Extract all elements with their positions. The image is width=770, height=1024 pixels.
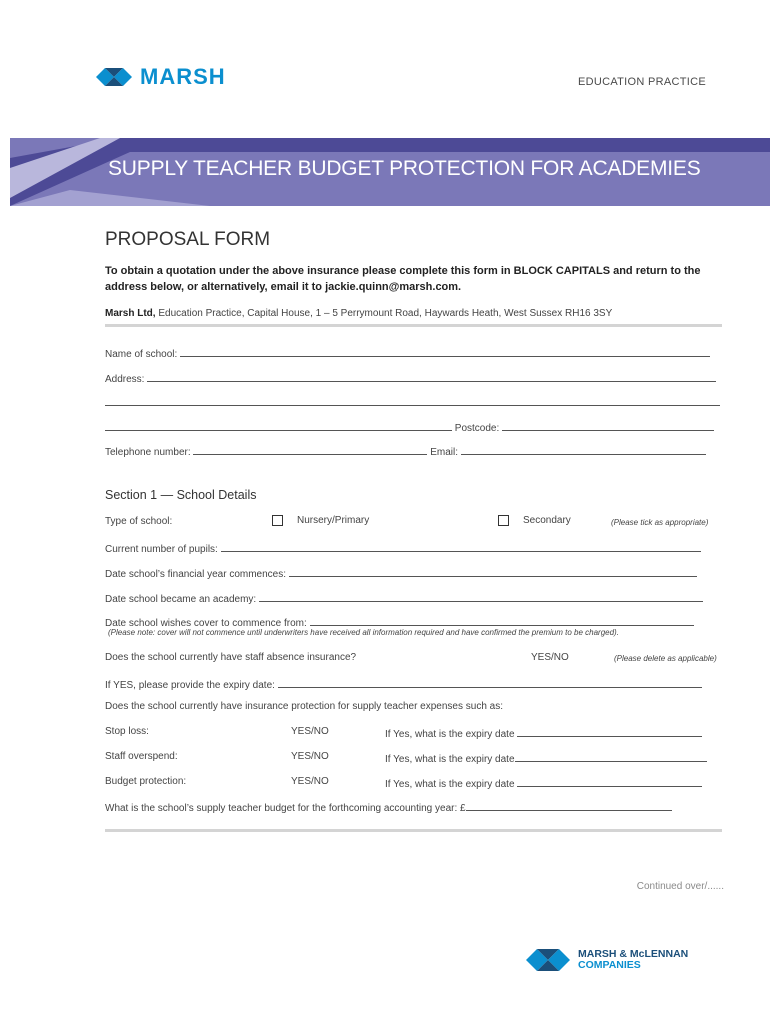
address-text: Education Practice, Capital House, 1 – 5 Perrymount Road, Haywards Heath, West Sussex RH16 3SY [155,308,613,319]
postcode-row [105,420,714,434]
secondary-checkbox[interactable] [498,515,509,526]
mmc-line-2: COMPANIES [578,959,641,971]
email-field[interactable] [461,444,706,455]
name-field[interactable] [180,346,710,357]
address-row [105,371,716,385]
practice-label: EDUCATION PRACTICE [577,76,706,88]
absence-note: (Please delete as applicable) [614,654,717,663]
staff-overspend-expiry-row [385,751,707,765]
page-title: PROPOSAL FORM [105,229,271,250]
address-label: Address: [105,374,145,385]
continued-note: Continued over/...... [636,881,724,892]
divider [105,324,722,327]
expiry-row [105,677,702,691]
name-label: Name of school: [105,349,178,360]
option-nursery[interactable] [272,515,369,526]
budget-protection-answer[interactable]: YES/NO [291,776,329,787]
expiry-field[interactable] [278,677,702,688]
section-1-title: Section 1 — School Details [105,488,257,502]
cover-note: (Please note: cover will not commence until underwriters have received all information required and have confirmed the premium to be charged). [108,628,619,637]
address-row-2 [105,395,720,409]
financial-year-field[interactable] [289,566,697,577]
address-field-3[interactable] [105,420,452,431]
budget-protection-label: Budget protection: [105,776,187,787]
telephone-label: Telephone number: [105,447,191,458]
mmc-logo [526,946,688,974]
nursery-label: Nursery/Primary [297,515,370,527]
financial-year-label: Date school’s financial year commences: [105,569,287,580]
mmc-line-1: MARSH & McLENNAN [578,948,689,960]
budget-protection-expiry-label: If Yes, what is the expiry date [385,779,515,790]
cover-date-label: Date school wishes cover to commence from: [105,618,307,629]
stop-loss-expiry-row [385,726,702,740]
marsh-logo-icon [96,66,132,88]
address-field-2[interactable] [105,395,720,406]
type-label: Type of school: [105,516,173,527]
title-banner [10,138,770,206]
marsh-logo [96,64,226,90]
type-note: (Please tick as appropriate) [611,518,709,527]
nursery-checkbox[interactable] [272,515,283,526]
logo-text: MARSH [140,64,226,89]
staff-overspend-expiry-field[interactable] [515,751,707,762]
telephone-field[interactable] [193,444,427,455]
staff-overspend-expiry-label: If Yes, what is the expiry date [385,754,515,765]
banner-title: SUPPLY TEACHER BUDGET PROTECTION FOR ACADEMIES [108,157,701,180]
cover-date-field[interactable] [310,615,694,626]
staff-overspend-answer[interactable]: YES/NO [291,751,329,762]
protection-question: Does the school currently have insurance protection for supply teacher expenses such as: [105,701,503,712]
address-field-1[interactable] [147,371,716,382]
absence-answer[interactable]: YES/NO [531,652,569,663]
secondary-label: Secondary [523,515,571,527]
cover-date-row [105,615,694,629]
budget-protection-expiry-field[interactable] [517,776,702,787]
expiry-label: If YES, please provide the expiry date: [105,680,275,691]
stop-loss-answer[interactable]: YES/NO [291,726,329,737]
financial-year-row [105,566,697,580]
absence-question: Does the school currently have staff absence insurance? [105,652,357,663]
budget-protection-expiry-row [385,776,702,790]
divider-bottom [105,829,722,832]
academy-date-row [105,591,703,605]
telephone-row [105,444,706,458]
option-secondary[interactable] [498,515,571,526]
mmc-logo-icon [526,946,572,974]
stop-loss-expiry-field[interactable] [517,726,702,737]
pupils-field[interactable] [221,541,701,552]
stop-loss-label: Stop loss: [105,726,149,737]
budget-row [105,800,672,814]
name-row [105,346,710,360]
postcode-field[interactable] [502,420,714,431]
mmc-text [578,949,688,971]
budget-label: What is the school’s supply teacher budget for the forthcoming accounting year: £ [105,803,466,814]
intro-text: To obtain a quotation under the above insurance please complete this form in BLOCK CAPITALS and return to the address below, or alternatively, email it to jackie.quinn@marsh.com. [105,265,701,293]
academy-date-field[interactable] [259,591,703,602]
stop-loss-expiry-label: If Yes, what is the expiry date [385,729,515,740]
email-label: Email: [430,447,458,458]
postal-address [105,308,612,319]
company-name: Marsh Ltd, [105,308,156,319]
staff-overspend-label: Staff overspend: [105,751,178,762]
budget-field[interactable] [466,800,672,811]
postcode-label: Postcode: [454,423,500,434]
pupils-row [105,541,701,555]
academy-date-label: Date school became an academy: [105,594,257,605]
pupils-label: Current number of pupils: [105,544,218,555]
